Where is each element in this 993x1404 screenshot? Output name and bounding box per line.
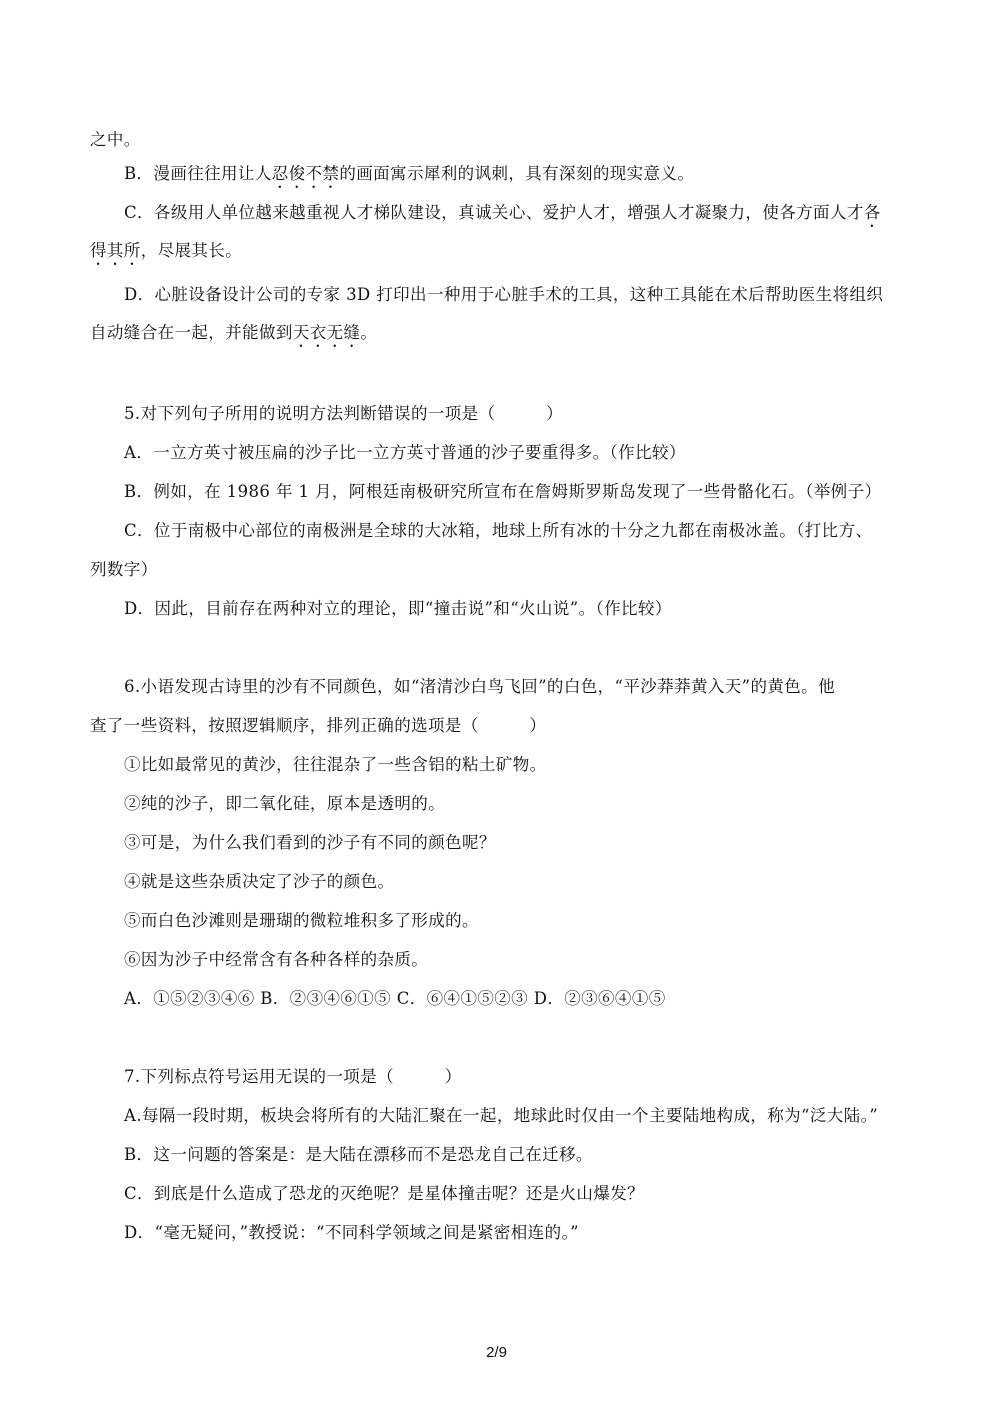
q7-option-c: C．到底是什么造成了恐龙的灭绝呢？是星体撞击呢？还是火山爆发？ <box>124 1184 645 1203</box>
q6-stem-line2: 查了一些资料，按照逻辑顺序，排列正确的选项是（ ） <box>90 716 547 735</box>
q7-option-a: A.每隔一段时期，板块会将所有的大陆汇聚在一起，地球此时仅由一个主要陆地构成，称为“泛大陆。” <box>124 1106 879 1125</box>
q4-option-c-line2 <box>90 241 242 269</box>
q6-sentence-5: ⑤而白色沙滩则是珊瑚的微粒堆积多了形成的。 <box>124 911 479 930</box>
q5-option-d: D．因此，目前存在两种对立的理论，即“撞击说”和“火山说”。（作比较） <box>124 599 672 618</box>
q6-sentence-3: ③可是，为什么我们看到的沙子有不同的颜色呢？ <box>124 833 496 852</box>
q6-sentence-1: ①比如最常见的黄沙，往往混杂了一些含铝的粘土矿物。 <box>124 755 547 774</box>
q4-option-d-post: 。 <box>360 323 378 342</box>
q4-option-b-post: 的画面寓示犀利的讽刺，具有深刻的现实意义。 <box>339 164 695 183</box>
q6-options: A．①⑤②③④⑥ B．②③④⑥①⑤ C．⑥④①⑤②③ D．②③⑥④①⑤ <box>124 989 666 1008</box>
q6-stem-line1: 6.小语发现古诗里的沙有不同颜色，如“渚清沙白鸟飞回”的白色，“平沙莽莽黄入天”的黄色。他 <box>124 677 835 696</box>
q4-option-d-pre: 自动缝合在一起，并能做到 <box>90 323 293 342</box>
q5-option-b: B．例如，在 1986 年 1 月，阿根廷南极研究所宣布在詹姆斯罗斯岛发现了一些骨骼化石。（举例子） <box>124 482 882 501</box>
q6-sentence-2: ②纯的沙子，即二氧化硅，原本是透明的。 <box>124 794 446 813</box>
q4-option-b <box>124 164 694 192</box>
q5-option-a: A．一立方英寸被压扁的沙子比一立方英寸普通的沙子要重得多。（作比较） <box>124 443 686 462</box>
q4-option-d-line1: D．心脏设备设计公司的专家 3D 打印出一种用于心脏手术的工具，这种工具能在术后帮助医生将组织 <box>124 285 884 304</box>
q4-option-c-line1 <box>124 203 881 231</box>
q5-stem: 5.对下列句子所用的说明方法判断错误的一项是（ ） <box>124 404 564 423</box>
q4-option-c-idiom-end: 得其所 <box>90 241 141 260</box>
q4-option-d-idiom: 天衣无缝 <box>292 323 361 342</box>
q4-option-b-pre: B．漫画往往用让人 <box>124 164 272 183</box>
q4-option-d-line2 <box>90 323 377 351</box>
q4-option-b-idiom: 忍俊不禁 <box>271 164 340 183</box>
q4-option-c-pre: C．各级用人单位越来越重视人才梯队建设，真诚关心、爱护人才，增强人才凝聚力，使各方面人才 <box>124 203 864 222</box>
q5-option-c-line2: 列数字） <box>90 560 158 579</box>
q7-option-d: D．“毫无疑问，”教授说：“不同科学领域之间是紧密相连的。” <box>124 1223 579 1242</box>
q4-option-a-end: 之中。 <box>90 130 141 149</box>
q5-option-c-line1: C．位于南极中心部位的南极洲是全球的大冰箱，地球上所有冰的十分之九都在南极冰盖。（打比方、 <box>124 521 873 540</box>
q6-sentence-4: ④就是这些杂质决定了沙子的颜色。 <box>124 872 395 891</box>
q4-option-c-idiom-start: 各 <box>863 203 881 222</box>
page-number: 2/9 <box>486 1344 507 1361</box>
q7-option-b: B．这一问题的答案是：是大陆在漂移而不是恐龙自己在迁移。 <box>124 1145 593 1164</box>
q7-stem: 7.下列标点符号运用无误的一项是（ ） <box>124 1067 462 1086</box>
q4-option-c-post: ，尽展其长。 <box>140 241 243 260</box>
q6-sentence-6: ⑥因为沙子中经常含有各种各样的杂质。 <box>124 950 429 969</box>
